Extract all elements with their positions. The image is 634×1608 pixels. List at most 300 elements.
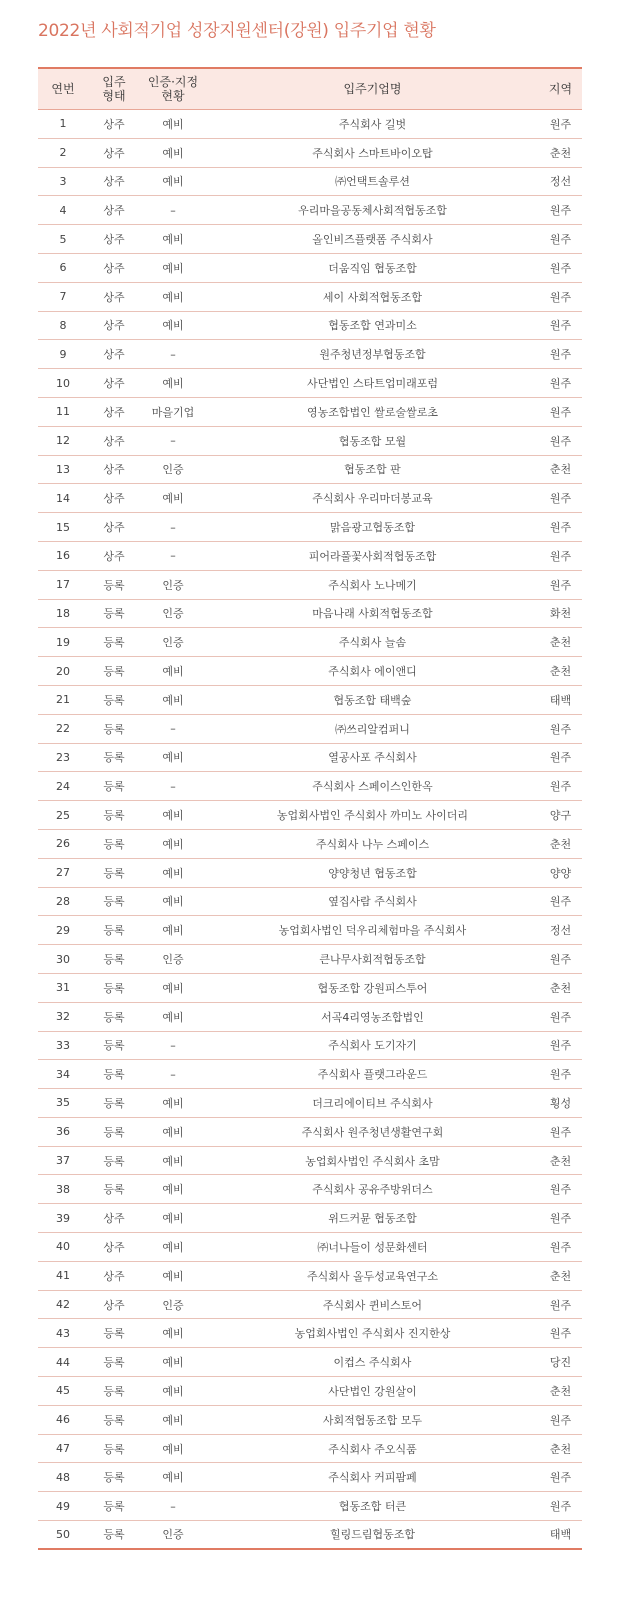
cell-company-name: 주식회사 노나메기 <box>328 578 417 592</box>
cell-company-name: ㈜언택트솔루션 <box>335 175 410 189</box>
table-row <box>38 859 582 888</box>
cell-type: 등록 <box>103 665 125 679</box>
cell-type: 등록 <box>103 895 125 909</box>
table-row <box>38 1348 582 1377</box>
cell-company-name: 사회적협동조합 모두 <box>322 1413 423 1427</box>
cell-company-name: 주식회사 도기자기 <box>328 1039 417 1053</box>
table-row <box>38 427 582 456</box>
table-row <box>38 571 582 600</box>
cell-company-name: ㈜쓰리알컴퍼니 <box>335 722 410 736</box>
cell-type: 등록 <box>103 751 125 765</box>
cell-cert: 예비 <box>162 751 184 765</box>
cell-type: 등록 <box>103 981 125 995</box>
cell-region: 원주 <box>549 261 572 275</box>
cell-region: 원주 <box>549 377 572 391</box>
cell-cert: 예비 <box>162 1356 184 1370</box>
cell-company-name: 협동조합 연과미소 <box>328 319 417 333</box>
cell-cert: – <box>170 1067 176 1081</box>
cell-region: 원주 <box>549 751 572 765</box>
cell-no: 29 <box>56 923 70 937</box>
cell-company-name: 올인비즈플랫폼 주식회사 <box>312 233 433 247</box>
cell-company-name: 사단법인 강원살이 <box>328 1384 417 1398</box>
cell-company-name: ㈜너나들이 성문화센터 <box>317 1240 428 1254</box>
table-row <box>38 1521 582 1550</box>
table-row <box>38 1175 582 1204</box>
cell-no: 11 <box>56 405 70 419</box>
cell-cert: 예비 <box>162 377 184 391</box>
cell-no: 41 <box>56 1269 70 1283</box>
cell-cert: 인증 <box>162 636 184 650</box>
cell-no: 32 <box>56 1010 70 1024</box>
table-row <box>38 1089 582 1118</box>
cell-cert: 예비 <box>162 1442 184 1456</box>
cell-type: 등록 <box>103 1010 125 1024</box>
cell-region: 춘천 <box>549 636 572 650</box>
cell-type: 등록 <box>103 1096 125 1110</box>
cell-company-name: 힐링드림협동조합 <box>329 1528 415 1542</box>
cell-cert: 예비 <box>162 1183 184 1197</box>
cell-type: 등록 <box>103 780 125 794</box>
table-row <box>38 744 582 773</box>
cell-cert: 예비 <box>162 1240 184 1254</box>
cell-company-name: 주식회사 에이앤디 <box>328 665 417 679</box>
col-header-region <box>539 69 582 109</box>
cell-region: 원주 <box>549 549 572 563</box>
cell-region: 춘천 <box>549 665 572 679</box>
cell-company-name: 주식회사 주오식품 <box>328 1442 417 1456</box>
cell-no: 45 <box>56 1384 70 1398</box>
cell-no: 23 <box>56 750 70 764</box>
cell-no: 18 <box>56 606 70 620</box>
cell-company-name: 주식회사 스마트바이오탑 <box>312 146 433 160</box>
cell-company-name: 농업회사법인 주식회사 진지한상 <box>294 1327 451 1341</box>
cell-type: 등록 <box>103 1039 125 1053</box>
cell-company-name: 협동조합 터큰 <box>338 1500 407 1514</box>
cell-type: 상주 <box>103 261 125 275</box>
table-row <box>38 139 582 168</box>
cell-region: 원주 <box>549 492 572 506</box>
cell-company-name: 마음나래 사회적협동조합 <box>312 607 433 621</box>
col-header-name <box>206 69 539 109</box>
cell-cert: 예비 <box>162 924 184 938</box>
table-row <box>38 398 582 427</box>
cell-company-name: 협동조합 강원피스투어 <box>317 981 428 995</box>
cell-no: 35 <box>56 1096 70 1110</box>
cell-type: 등록 <box>103 809 125 823</box>
cell-region: 원주 <box>549 405 572 419</box>
col-header-no <box>38 69 88 109</box>
cell-company-name: 농업회사법인 주식회사 까미노 사이더리 <box>276 809 469 823</box>
cell-type: 상주 <box>103 405 125 419</box>
cell-type: 상주 <box>103 117 125 131</box>
cell-region: 양구 <box>549 809 572 823</box>
cell-company-name: 열공사포 주식회사 <box>328 751 417 765</box>
cell-no: 44 <box>56 1355 70 1369</box>
cell-region: 춘천 <box>549 1269 572 1283</box>
cell-region: 화천 <box>549 607 572 621</box>
cell-cert: 예비 <box>162 1212 184 1226</box>
cell-region: 원주 <box>549 578 572 592</box>
cell-type: 상주 <box>103 146 125 160</box>
cell-cert: – <box>170 203 176 217</box>
cell-no: 43 <box>56 1326 70 1340</box>
cell-cert: 예비 <box>162 1471 184 1485</box>
cell-company-name: 협동조합 판 <box>344 463 401 477</box>
cell-cert: 예비 <box>162 319 184 333</box>
col-header-type-label: 입주 형태 <box>102 75 126 103</box>
table-row <box>38 1204 582 1233</box>
cell-type: 등록 <box>103 953 125 966</box>
table-row <box>38 1147 582 1176</box>
cell-type: 등록 <box>103 1068 125 1082</box>
cell-cert: 예비 <box>162 1125 184 1139</box>
table-row <box>38 1492 582 1521</box>
cell-type: 상주 <box>103 463 125 477</box>
cell-cert: 마을기업 <box>151 405 195 419</box>
cell-company-name: 농업회사법인 덕우리체험마을 주식회사 <box>278 924 467 938</box>
cell-company-name: 우리마을공동체사회적협동조합 <box>298 204 447 218</box>
cell-type: 등록 <box>103 1384 125 1398</box>
cell-cert: – <box>170 1499 176 1513</box>
cell-no: 37 <box>56 1154 70 1168</box>
cell-no: 25 <box>56 808 70 822</box>
cell-type: 등록 <box>103 1442 125 1456</box>
cell-region: 당진 <box>549 1356 572 1370</box>
cell-type: 등록 <box>103 1413 125 1427</box>
table-row <box>38 225 582 254</box>
cell-no: 27 <box>56 866 70 880</box>
cell-cert: 예비 <box>162 1154 184 1168</box>
cell-type: 상주 <box>103 1212 125 1226</box>
cell-no: 26 <box>56 837 70 851</box>
cell-company-name: 큰나무사회적협동조합 <box>319 953 426 966</box>
table-row <box>38 974 582 1003</box>
cell-company-name: 옆집사람 주식회사 <box>328 895 417 909</box>
cell-cert: 인증 <box>162 607 184 621</box>
cell-company-name: 주식회사 올두성교육연구소 <box>306 1269 438 1283</box>
cell-company-name: 주식회사 원주청년생활연구회 <box>301 1125 444 1139</box>
cell-no: 49 <box>56 1499 70 1513</box>
cell-cert: 예비 <box>162 1327 184 1341</box>
cell-no: 8 <box>59 318 67 332</box>
cell-region: 원주 <box>549 895 572 909</box>
cell-type: 상주 <box>103 175 125 189</box>
cell-no: 20 <box>56 664 70 678</box>
cell-region: 원주 <box>549 953 572 966</box>
cell-no: 31 <box>56 981 70 995</box>
cell-no: 50 <box>56 1527 70 1541</box>
cell-cert: 예비 <box>162 1384 184 1398</box>
cell-cert: 예비 <box>162 290 184 304</box>
cell-company-name: 위드커뮨 협동조합 <box>328 1212 417 1226</box>
cell-region: 원주 <box>549 1500 572 1514</box>
cell-cert: 예비 <box>162 117 184 131</box>
cell-no: 24 <box>56 779 70 793</box>
cell-no: 42 <box>56 1298 70 1312</box>
table-row <box>38 1060 582 1089</box>
cell-no: 6 <box>59 261 67 275</box>
cell-company-name: 더움직임 협동조합 <box>328 261 417 275</box>
cell-no: 21 <box>56 693 70 707</box>
cell-cert: 예비 <box>162 895 184 909</box>
cell-region: 원주 <box>549 722 572 736</box>
col-header-region-label: 지역 <box>548 82 573 96</box>
cell-type: 등록 <box>103 1471 125 1485</box>
table-row <box>38 1319 582 1348</box>
table-row <box>38 283 582 312</box>
cell-type: 등록 <box>103 924 125 938</box>
cell-region: 원주 <box>549 204 572 218</box>
cell-no: 17 <box>56 578 70 592</box>
cell-region: 원주 <box>549 1068 572 1082</box>
cell-company-name: 주식회사 길벗 <box>338 117 407 131</box>
cell-company-name: 주식회사 퀸비스토어 <box>322 1298 423 1312</box>
table-row <box>38 513 582 542</box>
col-header-name-label: 입주기업명 <box>343 82 402 96</box>
cell-cert: 예비 <box>162 1096 184 1110</box>
table-row <box>38 945 582 974</box>
col-header-type <box>88 69 140 109</box>
table-row <box>38 686 582 715</box>
cell-type: 등록 <box>103 1125 125 1139</box>
cell-no: 2 <box>59 146 67 160</box>
page-title: 2022년 사회적기업 성장지원센터(강원) 입주기업 현황 <box>38 21 436 41</box>
cell-type: 상주 <box>103 377 125 391</box>
table-row <box>38 715 582 744</box>
table-row <box>38 456 582 485</box>
cell-cert: 인증 <box>162 578 184 592</box>
cell-cert: 예비 <box>162 175 184 189</box>
cell-no: 16 <box>56 549 70 563</box>
cell-no: 46 <box>56 1413 70 1427</box>
cell-no: 14 <box>56 491 70 505</box>
cell-cert: 예비 <box>162 981 184 995</box>
table-row <box>38 1032 582 1061</box>
table-row <box>38 628 582 657</box>
table-row <box>38 1118 582 1147</box>
cell-company-name: 원주청년정부협동조합 <box>319 348 426 362</box>
cell-region: 원주 <box>549 117 572 131</box>
cell-cert: 예비 <box>162 492 184 506</box>
table-body <box>38 110 582 1550</box>
cell-region: 원주 <box>549 290 572 304</box>
cell-cert: 인증 <box>162 463 184 477</box>
cell-company-name: 주식회사 커피팜페 <box>328 1471 417 1485</box>
cell-type: 상주 <box>103 319 125 333</box>
cell-region: 태백 <box>549 693 572 707</box>
table-row <box>38 1406 582 1435</box>
cell-no: 36 <box>56 1125 70 1139</box>
cell-cert: 예비 <box>162 1269 184 1283</box>
cell-company-name: 서곡4리영농조합법인 <box>321 1010 424 1024</box>
table-header <box>38 67 582 110</box>
cell-no: 47 <box>56 1442 70 1456</box>
cell-cert: – <box>170 1038 176 1052</box>
table-row <box>38 1291 582 1320</box>
cell-region: 원주 <box>549 348 572 362</box>
cell-cert: 예비 <box>162 693 184 707</box>
cell-cert: 예비 <box>162 1413 184 1427</box>
cell-no: 4 <box>59 203 67 217</box>
table-row <box>38 1003 582 1032</box>
cell-company-name: 주식회사 플랫그라운드 <box>317 1068 428 1082</box>
cell-type: 상주 <box>103 204 125 218</box>
cell-cert: – <box>170 520 176 534</box>
cell-region: 정선 <box>549 175 572 189</box>
table-row <box>38 369 582 398</box>
cell-company-name: 주식회사 공유주방위더스 <box>312 1183 433 1197</box>
table-row <box>38 1463 582 1492</box>
col-header-cert-label: 인증·지정 현황 <box>147 75 199 103</box>
col-header-cert <box>140 69 206 109</box>
cell-company-name: 피어라풀꽃사회적협동조합 <box>308 549 437 563</box>
cell-region: 원주 <box>549 1298 572 1312</box>
cell-cert: 예비 <box>162 866 184 880</box>
cell-type: 상주 <box>103 434 125 448</box>
table-row <box>38 1233 582 1262</box>
cell-type: 상주 <box>103 1298 125 1312</box>
cell-type: 등록 <box>103 1327 125 1341</box>
cell-type: 상주 <box>103 348 125 362</box>
cell-no: 28 <box>56 894 70 908</box>
table-row <box>38 340 582 369</box>
cell-company-name: 주식회사 우리마더봉교육 <box>312 492 433 506</box>
cell-type: 상주 <box>103 492 125 506</box>
cell-region: 원주 <box>549 319 572 333</box>
cell-type: 등록 <box>103 1500 125 1514</box>
cell-no: 38 <box>56 1182 70 1196</box>
cell-no: 12 <box>56 434 70 448</box>
cell-no: 10 <box>56 376 70 390</box>
cell-type: 등록 <box>103 607 125 621</box>
table-row <box>38 168 582 197</box>
cell-region: 춘천 <box>549 146 572 160</box>
cell-no: 15 <box>56 520 70 534</box>
cell-type: 등록 <box>103 866 125 880</box>
cell-region: 춘천 <box>549 463 572 477</box>
table-row <box>38 196 582 225</box>
cell-company-name: 더크리에이티브 주식회사 <box>312 1096 433 1110</box>
cell-cert: – <box>170 549 176 563</box>
cell-no: 34 <box>56 1067 70 1081</box>
table-row <box>38 888 582 917</box>
cell-type: 등록 <box>103 1356 125 1370</box>
cell-company-name: 협동조합 태백숲 <box>333 693 412 707</box>
cell-region: 횡성 <box>549 1096 572 1110</box>
cell-type: 등록 <box>103 1154 125 1168</box>
cell-no: 39 <box>56 1211 70 1225</box>
cell-region: 원주 <box>549 1212 572 1226</box>
cell-region: 원주 <box>549 233 572 247</box>
col-header-no-label: 연번 <box>51 82 75 96</box>
cell-region: 춘천 <box>549 1384 572 1398</box>
cell-no: 7 <box>59 290 67 304</box>
cell-type: 상주 <box>103 549 125 563</box>
cell-no: 13 <box>56 462 70 476</box>
cell-no: 33 <box>56 1038 70 1052</box>
cell-cert: – <box>170 347 176 361</box>
table-row <box>38 916 582 945</box>
cell-no: 48 <box>56 1470 70 1484</box>
cell-cert: 예비 <box>162 261 184 275</box>
cell-region: 원주 <box>549 780 572 794</box>
cell-type: 등록 <box>103 693 125 707</box>
cell-region: 태백 <box>549 1528 572 1542</box>
table-row <box>38 254 582 283</box>
cell-type: 상주 <box>103 290 125 304</box>
cell-region: 춘천 <box>549 1154 572 1168</box>
cell-company-name: 사단법인 스타트업미래포럼 <box>306 377 438 391</box>
cell-no: 9 <box>59 347 67 361</box>
cell-type: 등록 <box>103 837 125 851</box>
cell-no: 5 <box>59 232 67 246</box>
cell-no: 1 <box>59 117 67 131</box>
cell-cert: – <box>170 434 176 448</box>
cell-region: 양양 <box>549 866 572 880</box>
cell-region: 원주 <box>549 1183 572 1197</box>
cell-company-name: 주식회사 나누 스페이스 <box>315 837 430 851</box>
cell-company-name: 주식회사 늘솜 <box>338 636 407 650</box>
cell-cert: 예비 <box>162 809 184 823</box>
cell-region: 원주 <box>549 434 572 448</box>
table-row <box>38 1262 582 1291</box>
cell-cert: 인증 <box>162 953 184 966</box>
cell-type: 등록 <box>103 578 125 592</box>
cell-no: 40 <box>56 1240 70 1254</box>
cell-cert: 예비 <box>162 665 184 679</box>
table-row <box>38 600 582 629</box>
table-row <box>38 312 582 341</box>
cell-type: 등록 <box>103 636 125 650</box>
cell-region: 원주 <box>549 1471 572 1485</box>
cell-region: 춘천 <box>549 1442 572 1456</box>
cell-no: 19 <box>56 635 70 649</box>
table-row <box>38 657 582 686</box>
cell-region: 원주 <box>549 1125 572 1139</box>
table-row <box>38 1377 582 1406</box>
cell-cert: 예비 <box>162 146 184 160</box>
table-row <box>38 830 582 859</box>
cell-type: 상주 <box>103 233 125 247</box>
cell-company-name: 농업회사법인 주식회사 초맘 <box>305 1154 440 1168</box>
table-row <box>38 801 582 830</box>
table-row <box>38 542 582 571</box>
cell-region: 정선 <box>549 924 572 938</box>
cell-cert: 예비 <box>162 837 184 851</box>
cell-company-name: 주식회사 스페이스인한옥 <box>312 780 433 794</box>
cell-region: 원주 <box>549 1240 572 1254</box>
cell-region: 원주 <box>549 1413 572 1427</box>
table-row <box>38 772 582 801</box>
cell-cert: 인증 <box>162 1298 184 1312</box>
cell-cert: – <box>170 722 176 736</box>
cell-company-name: 이컵스 주식회사 <box>333 1356 412 1370</box>
company-table <box>38 67 582 1550</box>
cell-no: 30 <box>56 952 70 966</box>
cell-company-name: 영농조합법인 쌀로술쌀로초 <box>306 405 438 419</box>
cell-region: 원주 <box>549 521 572 535</box>
cell-region: 원주 <box>549 1039 572 1053</box>
cell-region: 춘천 <box>549 837 572 851</box>
cell-type: 상주 <box>103 521 125 535</box>
cell-region: 춘천 <box>549 981 572 995</box>
table-row <box>38 1435 582 1464</box>
cell-region: 원주 <box>549 1010 572 1024</box>
cell-cert: 예비 <box>162 233 184 247</box>
table-row <box>38 484 582 513</box>
cell-cert: – <box>170 779 176 793</box>
cell-company-name: 세이 사회적협동조합 <box>322 290 423 304</box>
